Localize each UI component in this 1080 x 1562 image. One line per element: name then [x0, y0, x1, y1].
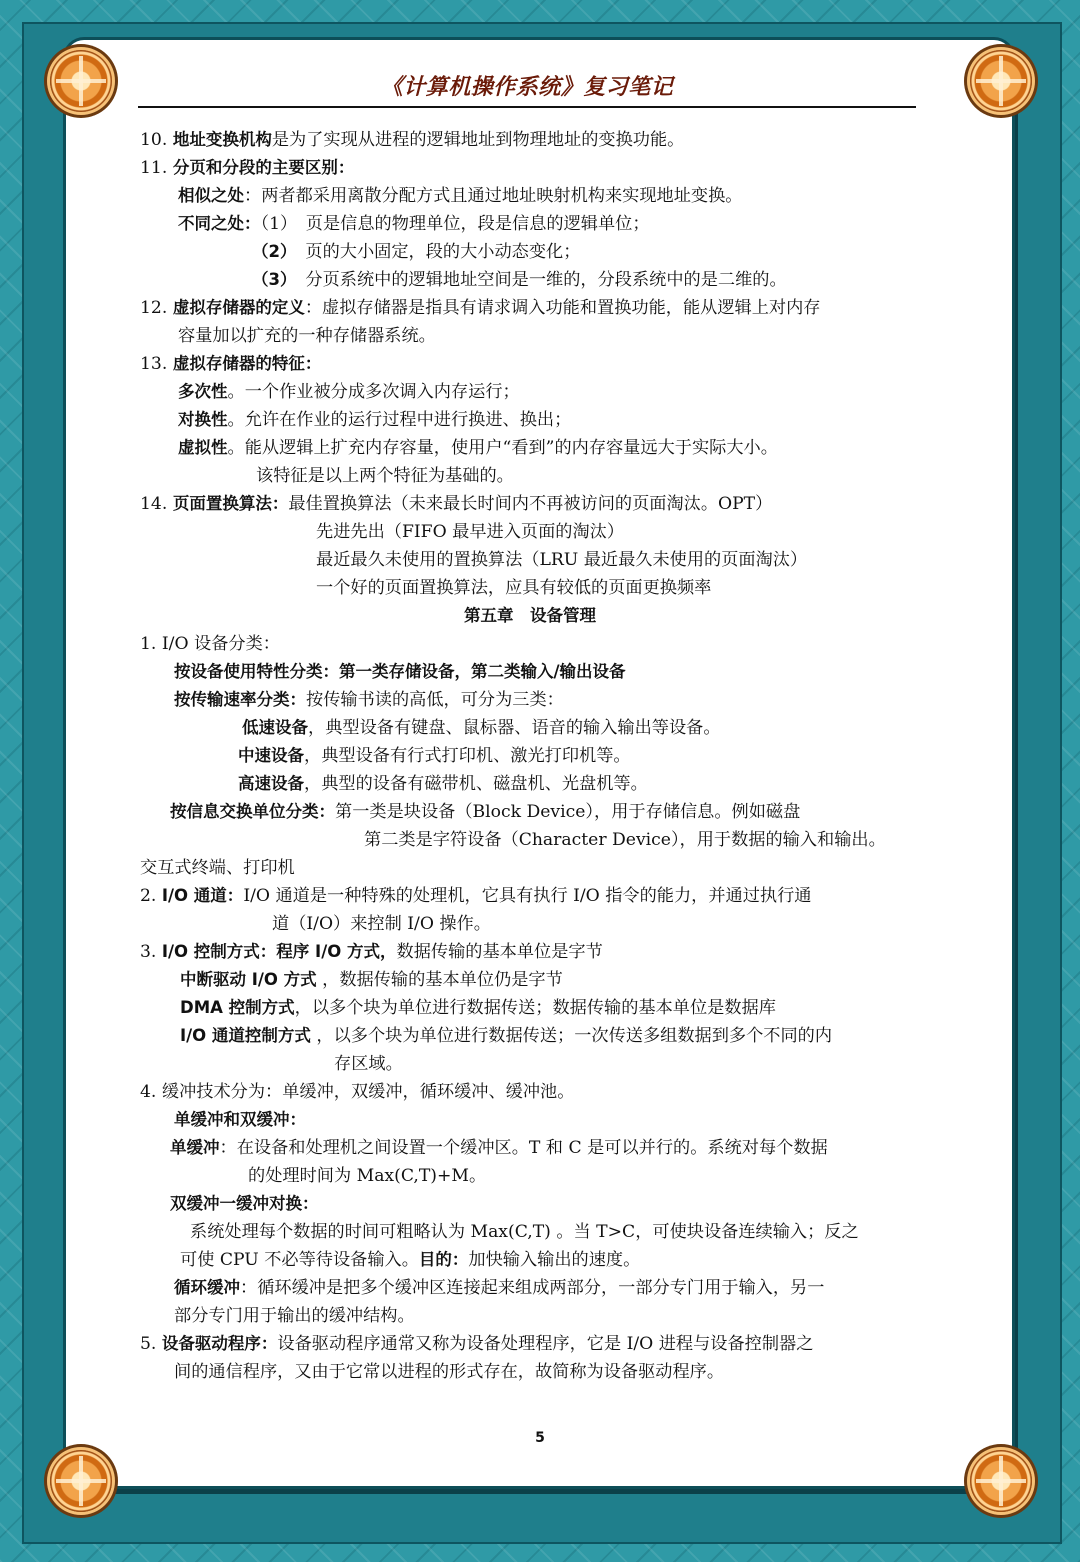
bold-term: 设备驱动程序：: [161, 1334, 278, 1353]
line-text: 按传输书读的高低，可分为三类：: [306, 690, 564, 710]
text-line: [140, 1078, 920, 1106]
text-line: [140, 1302, 920, 1330]
bold-term: 地址变换机构: [172, 130, 272, 149]
bold-term: 中断驱动 I/O 方式: [180, 970, 317, 989]
line-text: 交互式终端、打印机: [140, 858, 295, 878]
bold-term: 高速设备: [238, 774, 304, 793]
text-line: [140, 574, 920, 602]
text-line: [140, 266, 920, 294]
line-text: （1） 页是信息的物理单位，段是信息的逻辑单位；: [260, 214, 650, 234]
text-line: [140, 630, 920, 658]
text-line: [140, 126, 920, 154]
line-text: 系统处理每个数据的时间可粗略认为 Max(C,T) 。当 T>C，可使块设备连续输入；反之: [190, 1222, 859, 1242]
bold-term: 循环缓冲: [174, 1278, 240, 1297]
text-line: [140, 350, 920, 378]
text-line: [140, 882, 920, 910]
bold-term: 虚拟性: [178, 438, 228, 457]
item-number: 11.: [140, 158, 173, 178]
line-text: I/O 设备分类：: [161, 634, 280, 654]
line-text: ，数据传输的基本单位仍是字节: [316, 970, 563, 990]
line-text: 页的大小固定，段的大小动态变化；: [288, 242, 581, 262]
page-number: 5: [535, 1430, 545, 1446]
bold-term: 按传输速率分类：: [174, 690, 306, 709]
text-line: [140, 1330, 920, 1358]
line-text: ，典型设备有键盘、鼠标器、语音的输入输出等设备。: [308, 718, 721, 738]
bold-term: 对换性: [178, 410, 228, 429]
text-line: [140, 322, 920, 350]
corner-ornament-icon: [970, 1450, 1032, 1512]
text-line: [140, 742, 920, 770]
bold-term: 中速设备: [238, 746, 304, 765]
notes-body: [140, 126, 920, 1386]
line-text: ：虚拟存储器是指具有请求调入功能和置换功能，能从逻辑上对内存: [304, 298, 821, 318]
bold-term: 低速设备: [242, 718, 308, 737]
line-text: 可使 CPU 不必等待设备输入。: [180, 1250, 419, 1270]
text-line: [140, 518, 920, 546]
text-line: [140, 1190, 920, 1218]
text-line: [140, 1246, 920, 1274]
text-line: [140, 658, 920, 686]
text-line: [140, 854, 920, 882]
line-text: 第二类是字符设备（Character Device），用于数据的输入和输出。: [364, 830, 886, 850]
text-line: [140, 490, 920, 518]
text-line: [140, 182, 920, 210]
line-text: 部分专门用于输出的缓冲结构。: [174, 1306, 415, 1326]
text-line: [140, 1358, 920, 1386]
bold-term: 目的：: [418, 1250, 469, 1269]
corner-ornament-icon: [50, 50, 112, 112]
item-number: 13.: [140, 354, 173, 374]
line-text: 最佳置换算法（未来最长时间内不再被访问的页面淘汰。OPT）: [288, 494, 773, 514]
text-line: [140, 686, 920, 714]
corner-ornament-icon: [970, 50, 1032, 112]
line-text: ，以多个块为单位进行数据传送；一次传送多组数据到多个不同的内: [310, 1026, 833, 1046]
item-number: 3.: [140, 942, 162, 962]
text-line: [140, 1218, 920, 1246]
text-line: [140, 1162, 920, 1190]
text-line: [140, 994, 920, 1022]
bold-term: （3）: [252, 270, 289, 289]
bold-term: （2）: [252, 242, 289, 261]
line-text: 该特征是以上两个特征为基础的。: [256, 466, 514, 486]
line-text: I/O 通道是一种特殊的处理机，它具有执行 I/O 指令的能力，并通过执行通: [243, 886, 812, 906]
line-text: ：在设备和处理机之间设置一个缓冲区。T 和 C 是可以并行的。系统对每个数据: [219, 1138, 828, 1158]
text-line: [140, 378, 920, 406]
bold-term: 虚拟存储器的特征：: [172, 354, 322, 373]
bold-term: 单缓冲: [170, 1138, 220, 1157]
bold-term: 双缓冲一缓冲对换：: [170, 1194, 319, 1213]
line-text: 。一个作业被分成多次调入内存运行；: [227, 382, 520, 402]
text-line: [140, 1134, 920, 1162]
bold-term: 按设备使用特性分类：第一类存储设备，第二类输入/输出设备: [174, 662, 626, 681]
text-line: [140, 938, 920, 966]
text-line: [140, 154, 920, 182]
line-text: 缓冲技术分为：单缓冲，双缓冲，循环缓冲、缓冲池。: [161, 1082, 575, 1102]
bold-term: I/O 通道：: [161, 886, 244, 905]
bold-term: 分页和分段的主要区别：: [172, 158, 355, 177]
line-text: 设备驱动程序通常又称为设备处理程序，它是 I/O 进程与设备控制器之: [277, 1334, 814, 1354]
text-line: [140, 210, 920, 238]
bold-term: I/O 通道控制方式: [180, 1026, 311, 1045]
line-text: 最近最久未使用的置换算法（LRU 最近最久未使用的页面淘汰）: [316, 550, 808, 570]
text-line: [140, 826, 920, 854]
item-number: 2.: [140, 886, 162, 906]
line-text: 加快输入输出的速度。: [468, 1250, 641, 1270]
text-line: [140, 434, 920, 462]
bold-term: DMA 控制方式: [180, 998, 295, 1017]
item-number: 12.: [140, 298, 173, 318]
text-line: [140, 770, 920, 798]
bold-term: 第五章 设备管理: [464, 606, 596, 625]
line-text: ，典型的设备有磁带机、磁盘机、光盘机等。: [304, 774, 648, 794]
text-line: [140, 462, 920, 490]
text-line: [140, 1274, 920, 1302]
text-line: [140, 546, 920, 574]
text-line: [140, 1022, 920, 1050]
item-number: 10.: [140, 130, 173, 150]
bold-term: 多次性: [178, 382, 228, 401]
line-text: 先进先出（FIFO 最早进入页面的淘汰）: [316, 522, 625, 542]
bold-term: 虚拟存储器的定义: [172, 298, 305, 317]
item-number: 5.: [140, 1334, 162, 1354]
bold-term: 不同之处：: [178, 214, 261, 233]
line-text: 。允许在作业的运行过程中进行换进、换出；: [227, 410, 572, 430]
line-text: 道（I/O）来控制 I/O 操作。: [272, 914, 491, 934]
line-text: 的处理时间为 Max(C,T)+M。: [248, 1166, 487, 1186]
item-number: 1.: [140, 634, 162, 654]
text-line: [140, 714, 920, 742]
text-line: [140, 238, 920, 266]
text-line: [140, 1106, 920, 1134]
corner-ornament-icon: [50, 1450, 112, 1512]
item-number: 4.: [140, 1082, 162, 1102]
text-line: [140, 910, 920, 938]
line-text: 是为了实现从进程的逻辑地址到物理地址的变换功能。: [271, 130, 685, 150]
document-header-title: 《计算机操作系统》复习笔记: [138, 72, 916, 108]
text-line: [140, 406, 920, 434]
text-line: [140, 294, 920, 322]
text-line: [140, 1050, 920, 1078]
bold-term: I/O 控制方式：程序 I/O 方式，: [161, 942, 397, 961]
bold-term: 按信息交换单位分类：: [170, 802, 335, 821]
line-text: ，典型设备有行式打印机、激光打印机等。: [304, 746, 631, 766]
line-text: 第一类是块设备（Block Device），用于存储信息。例如磁盘: [335, 802, 801, 822]
text-line: [140, 966, 920, 994]
bold-term: 相似之处: [178, 186, 244, 205]
bold-term: 页面置换算法：: [172, 494, 289, 513]
line-text: 容量加以扩充的一种存储器系统。: [178, 326, 436, 346]
text-line: [140, 602, 920, 630]
line-text: 数据传输的基本单位是字节: [396, 942, 603, 962]
line-text: 间的通信程序，又由于它常以进程的形式存在，故简称为设备驱动程序。: [174, 1362, 725, 1382]
line-text: 一个好的页面置换算法，应具有较低的页面更换频率: [316, 578, 712, 598]
line-text: 。能从逻辑上扩充内存容量，使用户“看到”的内存容量远大于实际大小。: [227, 438, 778, 458]
bold-term: 单缓冲和双缓冲：: [174, 1110, 306, 1129]
line-text: ：循环缓冲是把多个缓冲区连接起来组成两部分，一部分专门用于输入，另一: [240, 1278, 825, 1298]
text-line: [140, 798, 920, 826]
line-text: 分页系统中的逻辑地址空间是一维的，分段系统中的是二维的。: [288, 270, 787, 290]
line-text: ，以多个块为单位进行数据传送；数据传输的基本单位是数据库: [294, 998, 776, 1018]
line-text: ：两者都采用离散分配方式且通过地址映射机构来实现地址变换。: [244, 186, 743, 206]
line-text: 存区域。: [334, 1054, 403, 1074]
item-number: 14.: [140, 494, 173, 514]
